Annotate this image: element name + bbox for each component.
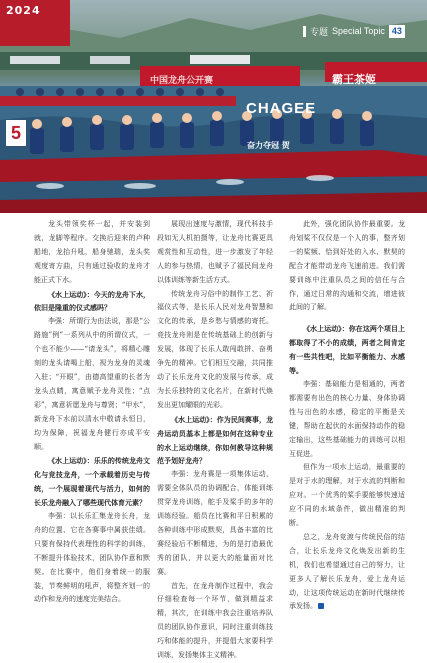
topic-bar-icon [303, 26, 306, 37]
topic-header [303, 24, 405, 38]
article-column-1 [34, 218, 150, 604]
paragraph: 此外，强化团队协作最重要。龙舟划桨不仅仅是一个人的事，整齐划一的桨频、恰到好处的入水、默契的配合才能带动龙舟飞速前进。我们需要训练中注重队员之间的信任与合作，通过日常的沟通和交流，增进彼此间的了解。 [289, 220, 405, 312]
paragraph: 龙头带领奖杯一起，并安装到就，龙脚等程序。交换后迎来的卢种船地，龙抬升吼，船身驰瑞，龙头奖观度寄方曲，只有通过验收的龙舟才能正式下水。 [34, 220, 150, 284]
paragraph: 传统龙舟习俗中的制作工艺、祈福仪式等，是长乐人民对龙舟智慧和文化的传承，是乡愁与情感的寄托。竞技龙舟则是在传统基础上的创新与发展，体现了长乐人敢闯敢拼、奋勇争先的精神。它们相互交融，共同推动了长乐龙舟文化的发展与传承，成为长乐独特的文化名片，在新时代焕发出更加耀眼的光彩。 [157, 289, 273, 409]
topic-cn: 专题 [310, 26, 329, 37]
paragraph: 首先，在龙舟制作过程中，我会仔细检查每一个环节，做到精益求精，其次，在训练中我会注重培养队员的团队协作意识，同时注重训练技巧和体能的提升，并提倡大家要科学训练，发扬集体主义精神。 [157, 581, 273, 660]
end-mark-icon [318, 603, 324, 609]
paragraph: 展现出速度与激情，现代科技手段如无人机拍摄等，让龙舟比赛更具观赏性和互动性，进一步激发了年轻人的参与热情，也赋予了福民间龙舟以体训练等新生活方式。 [157, 220, 273, 284]
interview-question: 《水上运动》：今天的龙舟下水，依旧是隆重的仪式感吗？ [34, 289, 150, 313]
page-number: 43 [389, 25, 405, 38]
paragraph: 李强：以长乐汇集龙舟长舟，龙舟的位置、它在各赛事中属获佳绩。只要有保持代表理性的科学的训练，不断提升体验技术，团队协作意和默契。在比赛中，他们身着统一的服装，节奏鲜明的吼声，将整齐划一的动作和龙舟的速度完美结合。 [34, 512, 150, 604]
cheer-banner-text: 奋力夺冠 贺 [247, 141, 290, 150]
banner-main-text: CHAGEE [246, 100, 317, 117]
banner-left-text: 中国龙舟公开赛 [150, 75, 214, 85]
closing-text: 总之，龙舟竞渡与传统民俗的结合，让长乐龙舟文化焕发出新的生机，我们也希望通过自己的努力，让更多人了解长乐龙舟，爱上龙舟运动，让这项传统运动在新时代继续传承发扬。 [289, 532, 405, 611]
event-badge [0, 0, 70, 46]
paragraph [289, 531, 405, 614]
paragraph: 李强：所谓行为由法说，那是“公路施”例”一系列从中的所谓仪式，一个也不能少——“请龙头”，将精心雕刻的龙头请喝上船，视为龙身的灵魂入驻；“开眼”，由德高望重的长者为龙头点睛，寓意赋予龙舟灵性；“点彩”，寓意祈愿龙舟与尊贤；“甲水”，新龙舟下水前以清水中敬请永恒日，均为保障，祝福龙舟健行亦成平安顺。 [34, 317, 150, 451]
badge-year: 2024 [6, 4, 41, 17]
paragraph: 但作为一项水上运动，最重要的是对于水的理解，对于水流的判断和应对。一个优秀的桨手要能够快速适应不同的水域条件，做出精准的判断。 [289, 463, 405, 528]
interview-question: 《水上运动》：你在这两个项目上都取得了不小的成绩，两者之间肯定有一些共性吧，比如平衡能力、水感等。 [289, 324, 405, 376]
hero-photo [0, 0, 427, 213]
interview-question: 《水上运动》：乐乐的传统龙舟文化与竞技龙舟，一个承载着历史与传统，一个展现着现代与活力，如何的长乐龙舟融入了哪些现代体育元素？ [34, 456, 150, 508]
paragraph: 李强：龙舟赛是一项集体运动，需要全体队员的协调配合，体能训练贯穿龙舟训练，舵手及桨手的多年的训练经验。船员在比赛和平日积累的各种训练中形成默契，具备丰富的比赛经验后不断精进，为的是打造最优秀的团队，并以更大的能量面对比赛。 [157, 470, 273, 576]
topic-en: Special Topic [332, 26, 385, 36]
article-column-2 [157, 218, 273, 660]
interview-question: 《水上运动》：作为民间赛事，龙舟运动员基本上都是如何在这种专业的水上运动继续，你如何教导这种规范予划好龙舟？ [157, 414, 273, 466]
boat-number: 5 [6, 120, 26, 146]
paragraph: 李强：基础能力是相通的，两者都需要有出色的核心力量、身体协调性与出色的水感，稳定的平衡是关键，帮助在起伏的水面保持动作的稳定输出，这些基础能力的训练可以相互促进。 [289, 379, 405, 458]
banner-right-text: 霸王茶姬 [332, 74, 376, 86]
article-column-3 [289, 218, 405, 611]
